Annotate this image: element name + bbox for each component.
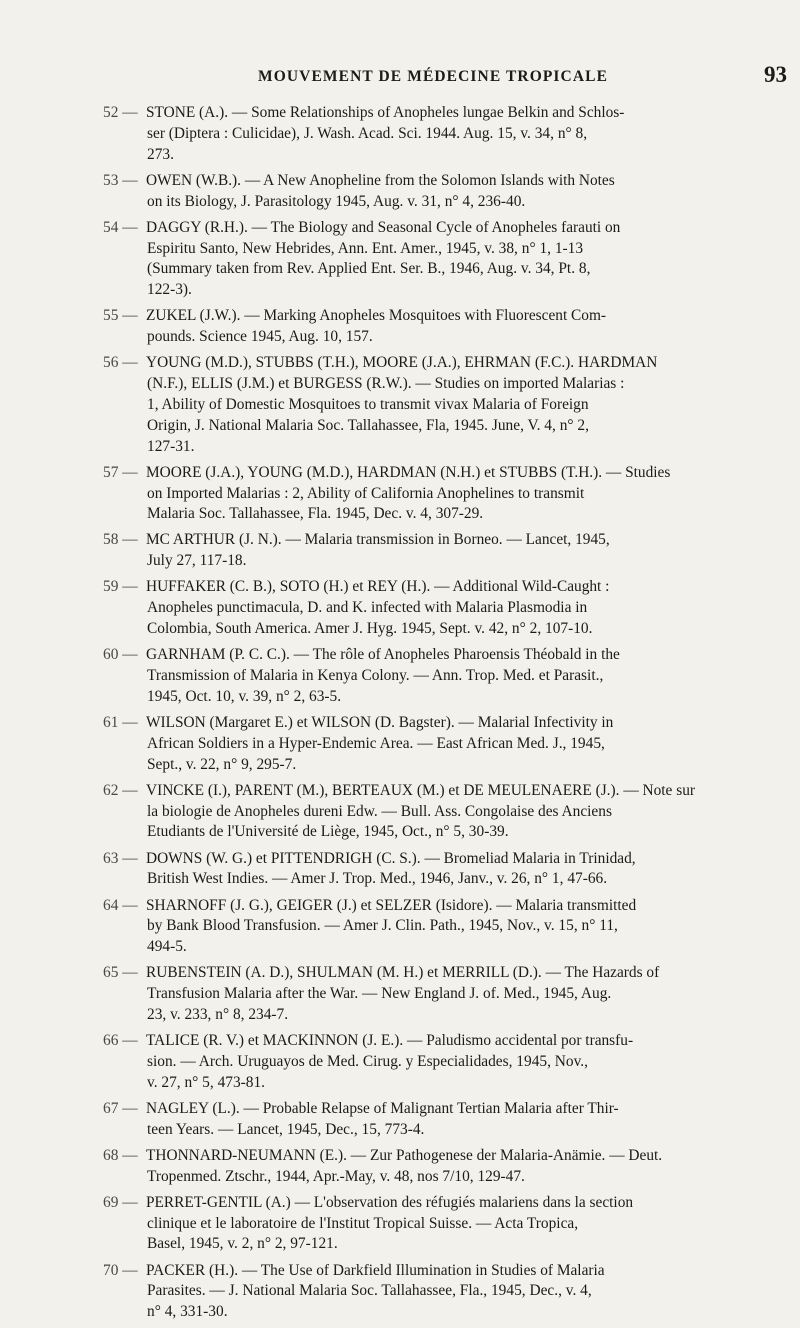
reference-line: 273. bbox=[147, 145, 174, 163]
reference-entry bbox=[0, 171, 800, 213]
running-title: MOUVEMENT DE MÉDECINE TROPICALE bbox=[258, 68, 609, 85]
reference-line: Basel, 1945, v. 2, n° 2, 97-121. bbox=[147, 1235, 338, 1253]
reference-line: TALICE (R. V.) et MACKINNON (J. E.). — Paludismo accidental por transfu- bbox=[146, 1032, 634, 1050]
reference-line: Etudiants de l'Université de Liège, 1945, Oct., n° 5, 30-39. bbox=[147, 823, 509, 841]
reference-number: 67 — bbox=[103, 1099, 138, 1117]
reference-line: PERRET-GENTIL (A.) — L'observation des réfugiés malariens dans la section bbox=[146, 1193, 634, 1211]
reference-entry bbox=[0, 1031, 800, 1093]
reference-line: THONNARD-NEUMANN (E.). — Zur Pathogenese der Malaria-Anämie. — Deut. bbox=[146, 1146, 663, 1164]
reference-entry bbox=[0, 218, 800, 301]
reference-line: DAGGY (R.H.). — The Biology and Seasonal Cycle of Anopheles farauti on bbox=[146, 218, 621, 236]
reference-number: 63 — bbox=[103, 849, 138, 867]
reference-entry bbox=[0, 963, 800, 1025]
reference-line: (N.F.), ELLIS (J.M.) et BURGESS (R.W.). — Studies on imported Malarias : bbox=[147, 375, 625, 393]
reference-number: 69 — bbox=[103, 1193, 138, 1211]
reference-entry bbox=[0, 713, 800, 775]
reference-line: Transfusion Malaria after the War. — New England J. of. Med., 1945, Aug. bbox=[147, 985, 612, 1003]
reference-line: 127-31. bbox=[147, 437, 195, 455]
page-number: 93 bbox=[764, 62, 787, 87]
reference-line: la biologie de Anopheles dureni Edw. — Bull. Ass. Congolaise des Anciens bbox=[147, 802, 612, 820]
reference-line: Parasites. — J. National Malaria Soc. Tallahassee, Fla., 1945, Dec., v. 4, bbox=[147, 1282, 592, 1300]
reference-line: clinique et le laboratoire de l'Institut Tropical Suisse. — Acta Tropica, bbox=[147, 1214, 579, 1232]
page-header bbox=[0, 60, 800, 100]
reference-line: YOUNG (M.D.), STUBBS (T.H.), MOORE (J.A.), EHRMAN (F.C.). HARDMAN bbox=[146, 354, 658, 372]
reference-entry bbox=[0, 306, 800, 348]
reference-entry bbox=[0, 463, 800, 525]
reference-line: (Summary taken from Rev. Applied Ent. Ser. B., 1946, Aug. v. 34, Pt. 8, bbox=[147, 260, 591, 278]
reference-line: Transmission of Malaria in Kenya Colony. — Ann. Trop. Med. et Parasit., bbox=[147, 667, 604, 685]
reference-line: STONE (A.). — Some Relationships of Anopheles lungae Belkin and Schlos- bbox=[146, 104, 625, 121]
reference-line: teen Years. — Lancet, 1945, Dec., 15, 773-4. bbox=[147, 1120, 425, 1138]
reference-line: sion. — Arch. Uruguayos de Med. Cirug. y Especialidades, 1945, Nov., bbox=[147, 1052, 588, 1070]
reference-line: Malaria Soc. Tallahassee, Fla. 1945, Dec. v. 4, 307-29. bbox=[147, 505, 484, 523]
reference-line: Colombia, South America. Amer J. Hyg. 1945, Sept. v. 42, n° 2, 107-10. bbox=[147, 620, 593, 638]
reference-number: 64 — bbox=[103, 896, 138, 914]
reference-number: 61 — bbox=[103, 714, 138, 732]
reference-entry bbox=[0, 103, 800, 165]
reference-entry bbox=[0, 1099, 800, 1141]
reference-line: pounds. Science 1945, Aug. 10, 157. bbox=[147, 328, 373, 346]
reference-line: British West Indies. — Amer J. Trop. Med., 1946, Janv., v. 26, n° 1, 47-66. bbox=[147, 870, 608, 888]
reference-entry bbox=[0, 577, 800, 639]
reference-line: 494-5. bbox=[147, 938, 187, 956]
reference-line: ZUKEL (J.W.). — Marking Anopheles Mosquitoes with Fluorescent Com- bbox=[146, 307, 607, 325]
reference-number: 54 — bbox=[103, 218, 138, 236]
reference-entry bbox=[0, 849, 800, 891]
reference-number: 70 — bbox=[103, 1261, 138, 1279]
reference-line: African Soldiers in a Hyper-Endemic Area. — East African Med. J., 1945, bbox=[147, 734, 605, 752]
reference-line: ser (Diptera : Culicidae), J. Wash. Acad. Sci. 1944. Aug. 15, v. 34, n° 8, bbox=[147, 124, 588, 142]
reference-line: Origin, J. National Malaria Soc. Tallahassee, Fla, 1945. June, V. 4, n° 2, bbox=[147, 416, 589, 434]
reference-number: 58 — bbox=[103, 531, 138, 549]
reference-line: v. 27, n° 5, 473-81. bbox=[147, 1073, 266, 1091]
reference-line: WILSON (Margaret E.) et WILSON (D. Bagster). — Malarial Infectivity in bbox=[146, 714, 614, 732]
reference-line: by Bank Blood Transfusion. — Amer J. Clin. Path., 1945, Nov., v. 15, n° 11, bbox=[147, 917, 618, 935]
reference-line: VINCKE (I.), PARENT (M.), BERTEAUX (M.) et DE MEULENAERE (J.). — Note sur bbox=[146, 781, 695, 799]
reference-number: 57 — bbox=[103, 463, 138, 481]
reference-line: on its Biology, J. Parasitology 1945, Aug. v. 31, n° 4, 236-40. bbox=[147, 192, 526, 210]
reference-line: HUFFAKER (C. B.), SOTO (H.) et REY (H.). — Additional Wild-Caught : bbox=[146, 578, 610, 596]
reference-entry bbox=[0, 896, 800, 958]
reference-number: 65 — bbox=[103, 964, 138, 982]
reference-line: on Imported Malarias : 2, Ability of California Anophelines to transmit bbox=[147, 484, 585, 502]
reference-line: 1945, Oct. 10, v. 39, n° 2, 63-5. bbox=[147, 687, 342, 705]
reference-entry bbox=[0, 1146, 800, 1188]
reference-list bbox=[0, 103, 800, 1328]
reference-number: 53 — bbox=[103, 171, 138, 189]
reference-number: 68 — bbox=[103, 1146, 138, 1164]
reference-entry bbox=[0, 645, 800, 707]
reference-line: GARNHAM (P. C. C.). — The rôle of Anopheles Pharoensis Théobald in the bbox=[146, 646, 620, 664]
reference-line: MC ARTHUR (J. N.). — Malaria transmission in Borneo. — Lancet, 1945, bbox=[146, 531, 610, 549]
reference-number: 66 — bbox=[103, 1032, 138, 1050]
reference-number: 60 — bbox=[103, 646, 138, 664]
reference-line: DOWNS (W. G.) et PITTENDRIGH (C. S.). — Bromeliad Malaria in Trinidad, bbox=[146, 849, 636, 867]
reference-line: NAGLEY (L.). — Probable Relapse of Malignant Tertian Malaria after Thir- bbox=[146, 1099, 619, 1117]
reference-entry bbox=[0, 530, 800, 572]
reference-entry bbox=[0, 1193, 800, 1255]
reference-line: Anopheles punctimacula, D. and K. infected with Malaria Plasmodia in bbox=[147, 599, 588, 617]
reference-line: PACKER (H.). — The Use of Darkfield Illumination in Studies of Malaria bbox=[146, 1261, 605, 1279]
reference-line: 1, Ability of Domestic Mosquitoes to transmit vivax Malaria of Foreign bbox=[147, 395, 589, 413]
reference-line: n° 4, 331-30. bbox=[147, 1303, 228, 1321]
reference-line: MOORE (J.A.), YOUNG (M.D.), HARDMAN (N.H.) et STUBBS (T.H.). — Studies bbox=[146, 463, 671, 481]
reference-line: 122-3). bbox=[147, 281, 192, 299]
reference-line: OWEN (W.B.). — A New Anopheline from the Solomon Islands with Notes bbox=[146, 171, 615, 189]
reference-entry bbox=[0, 1261, 800, 1323]
reference-line: Sept., v. 22, n° 9, 295-7. bbox=[147, 755, 297, 773]
reference-number: 62 — bbox=[103, 781, 138, 799]
reference-number: 52 — bbox=[103, 104, 138, 121]
reference-line: SHARNOFF (J. G.), GEIGER (J.) et SELZER (Isidore). — Malaria transmitted bbox=[146, 896, 637, 914]
reference-entry bbox=[0, 353, 800, 457]
reference-line: 23, v. 233, n° 8, 234-7. bbox=[147, 1005, 289, 1023]
reference-line: Tropenmed. Ztschr., 1944, Apr.-May, v. 48, nos 7/10, 129-47. bbox=[147, 1167, 525, 1185]
reference-line: July 27, 117-18. bbox=[147, 552, 247, 570]
reference-line: Espiritu Santo, New Hebrides, Ann. Ent. Amer., 1945, v. 38, n° 1, 1-13 bbox=[147, 239, 584, 257]
reference-line: RUBENSTEIN (A. D.), SHULMAN (M. H.) et MERRILL (D.). — The Hazards of bbox=[146, 964, 660, 982]
reference-number: 55 — bbox=[103, 307, 138, 325]
reference-number: 59 — bbox=[103, 578, 138, 596]
reference-entry bbox=[0, 781, 800, 843]
reference-number: 56 — bbox=[103, 354, 138, 372]
